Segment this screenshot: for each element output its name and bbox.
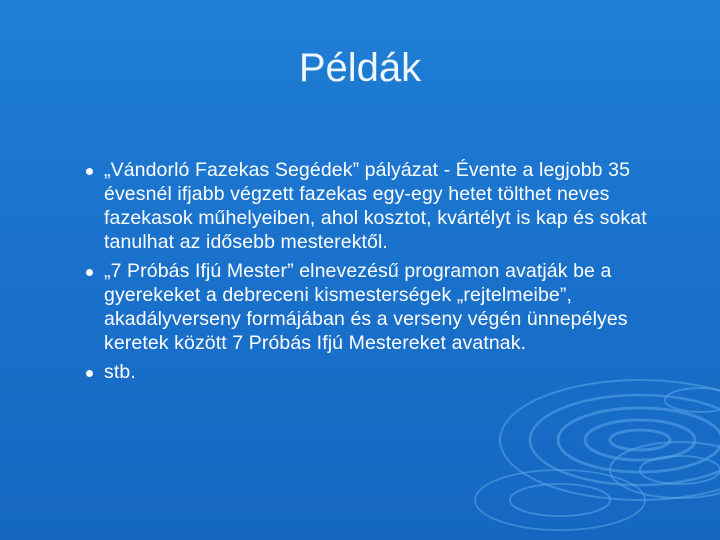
bullet-text: stb. [104,361,136,383]
bullet-list [84,158,684,389]
bullet-icon [86,269,93,276]
list-item [84,158,684,254]
bullet-text: „7 Próbás Ifjú Mester” elnevezésű programon avatják be a gyerekeket a debreceni kismesterségek „rejtelmeibe”, akadályverseny formájában és a verseny végén ünnepélyes keretek között 7 Próbás Ifjú Mestereket avatnak. [104,260,628,354]
list-item [84,360,684,384]
bullet-icon [86,370,93,377]
bullet-text: „Vándorló Fazekas Segédek” pályázat - Évente a legjobb 35 évesnél ifjabb végzett fazekas egy-egy hetet tölthet neves fazekasok műhelyeiben, ahol kosztot, kvártélyt is kap és sokat tanulhat az idősebb mesterektől. [104,159,647,253]
list-item [84,259,684,355]
bullet-icon [86,168,93,175]
slide-title: Példák [298,46,422,90]
